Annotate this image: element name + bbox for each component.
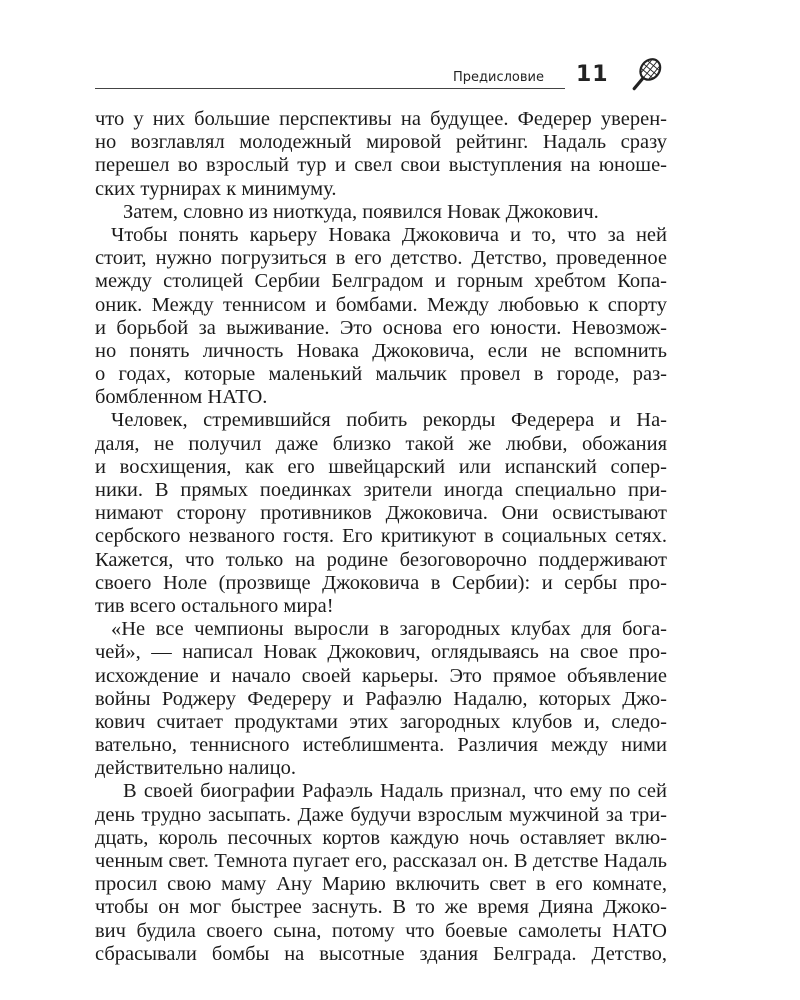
text-line: но возглавлял молодежный мировой рейтинг. Надаль сразу [95,131,667,154]
text-line: и борьбой за выживание. Это основа его юности. Невозмож- [95,316,667,339]
text-line: ченным свет. Темнота пугает его, рассказал он. В детстве Надаль [95,850,667,872]
text-line: бомбленном НАТО. [95,386,268,409]
text-line: между столицей Сербии Белградом и горным хребтом Копа- [95,270,667,293]
text-line: даля, не получил даже близко такой же любви, обожания [95,432,667,455]
header-rule [95,88,565,89]
text-line: но понять личность Новака Джоковича, если не вспомнить [95,339,667,362]
text-line: Чтобы понять карьеру Новака Джоковича и то, что за ней [111,223,667,246]
text-line: и восхищения, как его швейцарский или испанский сопер- [95,455,667,478]
running-header [95,58,667,90]
text-line: Затем, словно из ниоткуда, появился Новак Джокович. [123,200,599,223]
text-line: просил свою маму Ану Марию включить свет в его комнате, [95,873,667,896]
text-line: вательно, теннисного истеблишмента. Различия между ними [95,734,667,757]
text-line: о годах, которые маленький мальчик провел в городе, раз- [95,363,667,386]
paragraph [95,108,667,201]
text-line: действительно налицо. [95,757,296,780]
text-line: Человек, стремившийся побить рекорды Федерера и На- [111,409,667,432]
text-line: сербского незваного гостя. Его критикуют в социальных сетях. [95,525,667,548]
text-line: войны Роджеру Федереру и Рафаэлю Надалю, которых Джо- [95,687,667,710]
text-line: перешел во взрослый тур и свел свои выступления на юноше- [95,154,667,177]
text-line: ских турнирах к минимуму. [95,177,337,200]
text-line: кович считает продуктами этих загородных клубов и, следо- [95,710,667,733]
text-line: Кажется, что только на родине безоговорочно поддерживают [95,548,667,571]
paragraph [95,409,667,618]
text-line: ники. В прямых поединках зрители иногда специально при- [95,479,667,501]
text-line: чей», — написал Новак Джокович, оглядываясь на свое про- [95,641,667,664]
text-line: сбрасывали бомбы на высотные здания Белграда. Детство, [95,942,667,965]
text-line: «Не все чемпионы выросли в загородных клубах для бога- [111,618,667,641]
text-line: своего Ноле (прозвище Джоковича в Сербии): и сербы про- [95,571,667,594]
text-line: день трудно засыпать. Даже будучи взрослым мужчиной за три- [95,803,667,826]
section-title: Предисловие [453,70,544,85]
text-line: вич будила своего сына, потому что боевые самолеты НАТО [95,919,667,942]
paragraph [95,780,667,966]
text-line: стоит, нужно погрузиться в его детство. Детство, проведенное [95,247,667,270]
body-text [95,108,667,966]
text-line: что у них большие перспективы на будущее. Федерер уверен- [95,108,667,130]
text-line: чтобы он мог быстрее заснуть. В то же время Дияна Джоко- [95,896,667,919]
tennis-racket-icon [625,58,665,94]
text-line: нимают сторону противников Джоковича. Они освистывают [95,502,667,525]
paragraph [95,201,667,224]
text-line: исхождение и начало своей карьеры. Это прямое объявление [95,664,667,687]
text-line: тив всего остального мира! [95,594,334,617]
paragraph [95,224,667,410]
text-line: В своей биографии Рафаэль Надаль признал, что ему по сей [123,780,667,803]
text-line: дцать, король песочных кортов каждую ночь оставляет вклю- [95,826,667,849]
paragraph [95,618,667,780]
page-number: 11 [576,62,609,87]
text-line: оник. Между теннисом и бомбами. Между любовью к спорту [95,293,667,316]
